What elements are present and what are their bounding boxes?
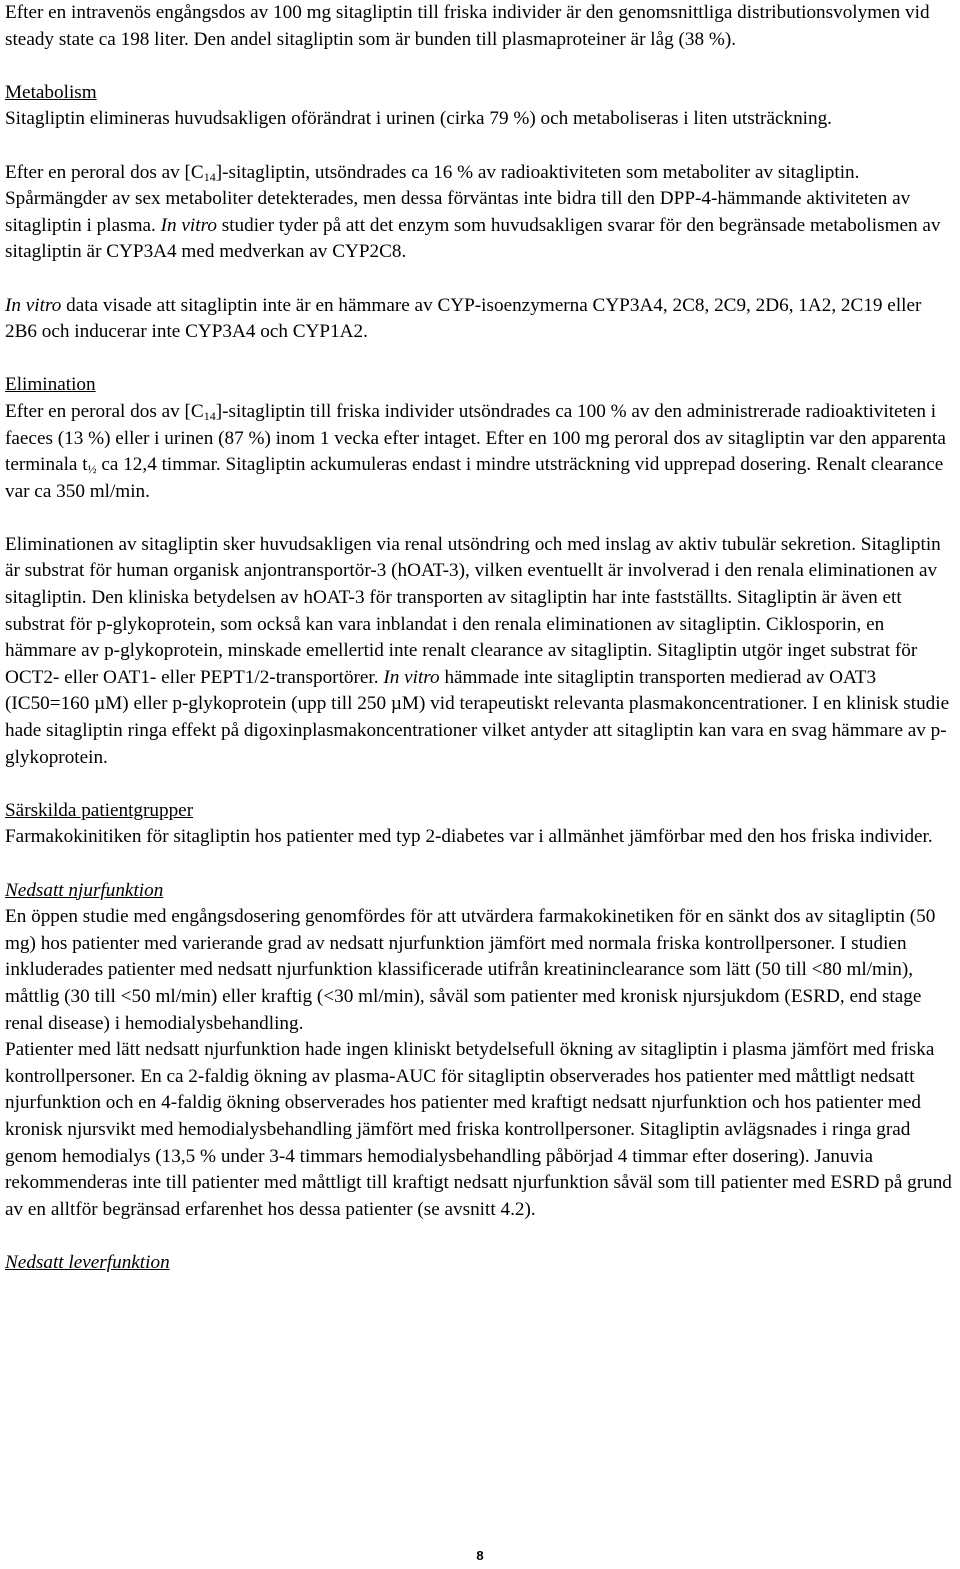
page-number: 8 xyxy=(476,1548,484,1563)
elimination-heading: Elimination xyxy=(5,374,96,396)
text-run: data visade att sitagliptin inte är en hämmare av CYP-isoenzymerna CYP3A4, 2C8, 2C9, 2D6, 1A2, 2C19 eller 2B6 och inducerar inte CYP3A4 och CYP1A2. xyxy=(5,294,922,343)
text-run: hämmade inte sitagliptin transporten medierad av OAT3 (IC50=160 µM) eller p-glykoprotein (upp till 250 µM) vid terapeutiskt relevanta plasmakoncentrationer. I en klinisk studie hade sitagliptin ringa effekt på digoxinplasmakoncentrationer vilket antyder att sitagliptin kan vara en svag hämmare av p-glykoprotein. xyxy=(5,666,950,768)
renal-impairment-paragraph-1: En öppen studie med engångsdosering genomfördes för att utvärdera farmakokinetiken för en sänkt dos av sitagliptin (50 mg) hos patienter med varierande grad av nedsatt njurfunktion jämfört med normala friska kontrollpersoner. I studien inkluderades patienter med nedsatt njurfunktion klassificerade utifrån kreatininclearance som lätt (50 till <80 ml/min), måttlig (30 till <50 ml/min) eller kraftig (<30 ml/min), såväl som patienter med kronisk njursjukdom (ESRD, end stage renal disease) i hemodialysbehandling. xyxy=(5,906,936,1034)
italic-term: In vitro xyxy=(5,294,62,316)
document-page xyxy=(5,0,957,1277)
special-groups-heading: Särskilda patientgrupper xyxy=(5,799,194,821)
metabolism-paragraph-3 xyxy=(5,293,957,346)
renal-impairment-paragraph-2: Patienter med lätt nedsatt njurfunktion hade ingen kliniskt betydelsefull ökning av sitagliptin i plasma jämfört med friska kontrollpersoner. En ca 2-faldig ökning av plasma-AUC för sitagliptin observerades hos patienter med måttligt nedsatt njurfunktion och en 4-faldig ökning observerades hos patienter med kraftigt nedsatt njurfunktion och hos patienter med kronisk njursvikt med hemodialysbehandling jämfört med friska kontrollpersoner. Sitagliptin avlägsnades i ringa grad genom hemodialys (13,5 % under 3-4 timmars hemodialysbehandling påbörjad 4 timmar efter dosering). Januvia rekommenderas inte till patienter med måttligt till kraftigt nedsatt njurfunktion såväl som till patienter med ESRD på grund av en alltför begränsad erfarenhet hos dessa patienter (se avsnitt 4.2). xyxy=(5,1039,952,1220)
text-run: Efter en peroral dos av [C xyxy=(5,400,204,422)
text-run: ]-sitagliptin till friska individer utsöndrades ca 100 % av den administrerade radioaktiviteten i faeces (13 %) eller i urinen (87 %) inom 1 vecka efter intaget. Efter en 100 mg peroral dos av sitagliptin var den apparenta terminala t xyxy=(5,400,946,476)
subscript: 14 xyxy=(203,169,216,184)
italic-term: In vitro xyxy=(383,666,440,688)
subscript: 14 xyxy=(203,408,216,423)
special-groups-paragraph: Farmakokinitiken för sitagliptin hos patienter med typ 2-diabetes var i allmänhet jämförbar med den hos friska individer. xyxy=(5,826,933,848)
text-run: Efter en peroral dos av [C xyxy=(5,161,204,183)
metabolism-heading: Metabolism xyxy=(5,81,97,103)
distribution-paragraph: Efter en intravenös engångsdos av 100 mg sitagliptin till friska individer är den genomsnittliga distributionsvolymen vid steady state ca 198 liter. Den andel sitagliptin som är bunden till plasmaproteiner är låg (38 %). xyxy=(5,2,930,50)
subscript: ½ xyxy=(87,462,97,477)
text-run: studier tyder på att det enzym som huvudsakligen svarar för den begränsade metabolismen av sitagliptin är CYP3A4 med medverkan av CYP2C8. xyxy=(5,214,941,263)
hepatic-impairment-heading: Nedsatt leverfunktion xyxy=(5,1251,170,1273)
text-run: ]-sitagliptin, utsöndrades ca 16 % av radioaktiviteten som metaboliter av sitagliptin. Spårmängder av sex metaboliter detekterades, men dessa förväntas inte bidra till den DPP-4-hämmande aktiviteten av sitagliptin i plasma. xyxy=(5,161,911,236)
italic-term: In vitro xyxy=(160,214,217,236)
renal-impairment-heading: Nedsatt njurfunktion xyxy=(5,879,164,901)
text-run: ca 12,4 timmar. Sitagliptin ackumuleras endast i mindre utsträckning vid upprepad dosering. Renalt clearance var ca 350 ml/min. xyxy=(5,454,944,502)
text-run: Eliminationen av sitagliptin sker huvudsakligen via renal utsöndring och med inslag av aktiv tubulär sekretion. Sitagliptin är substrat för human organisk anjontransportör-3 (hOAT-3), vilken eventuellt är involverad i den renala eliminationen av sitagliptin. Den kliniska betydelsen av hOAT-3 för transporten av sitagliptin har inte fastställts. Sitagliptin är även ett substrat för p-glykoprotein, som också kan vara inblandat i den renala eliminationen av sitagliptin. Ciklosporin, en hämmare av p-glykoprotein, minskade emellertid inte renalt clearance av sitagliptin. Sitagliptin utgör inget substrat för OCT2- eller OAT1- eller PEPT1/2-transportörer. xyxy=(5,533,941,688)
elimination-paragraph-2 xyxy=(5,532,957,771)
elimination-paragraph-1 xyxy=(5,399,957,505)
metabolism-paragraph-2 xyxy=(5,160,957,266)
metabolism-paragraph-1: Sitagliptin elimineras huvudsakligen oförändrat i urinen (cirka 79 %) och metaboliseras i liten utsträckning. xyxy=(5,108,832,130)
